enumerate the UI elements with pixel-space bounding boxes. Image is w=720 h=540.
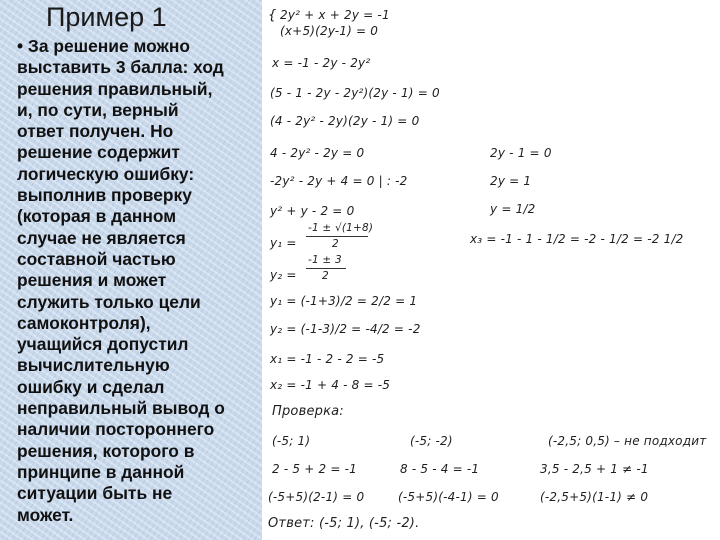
y1-value: y₁ = (-1+3)/2 = 2/2 = 1 bbox=[270, 294, 418, 308]
right-equation-1: 2y - 1 = 0 bbox=[490, 146, 552, 160]
check-row2-col2: 8 - 5 - 4 = -1 bbox=[400, 462, 480, 476]
x1-value: x₁ = -1 - 2 - 2 = -5 bbox=[270, 352, 385, 366]
substitution-step-1: (5 - 1 - 2y - 2y²)(2y - 1) = 0 bbox=[270, 86, 440, 100]
y1-fraction-numerator: -1 ± √(1+8) bbox=[308, 222, 374, 234]
check-point-3: (-2,5; 0,5) – не подходит bbox=[548, 434, 707, 448]
equation-c: y² + y - 2 = 0 bbox=[270, 204, 355, 218]
slide-body-text: • За решение можно выставить 3 балла: ход решения правильный, и, по сути, верный ответ получен. Но решение содержит логическую ошибку: выполнив проверку (которая в данном случае не является составной частью решения и может служить только цели самоконтроля), учащийся допустил вычислительную ошибку и сделал неправильный вывод о наличии постороннего решения, которого в принципе в данной ситуации быть не может. bbox=[17, 36, 225, 525]
system-line-2: (x+5)(2y-1) = 0 bbox=[280, 24, 379, 38]
check-row3-col3: (-2,5+5)(1-1) ≠ 0 bbox=[540, 490, 649, 504]
system-line-1: 2y² + x + 2y = -1 bbox=[280, 8, 390, 22]
equation-b: -2y² - 2y + 4 = 0 | : -2 bbox=[270, 174, 408, 188]
system-brace: { bbox=[268, 8, 277, 23]
y1-fraction-bar bbox=[306, 236, 368, 237]
y2-fraction-numerator: -1 ± 3 bbox=[308, 254, 342, 266]
check-point-1: (-5; 1) bbox=[272, 434, 311, 448]
check-row2-col3: 3,5 - 2,5 + 1 ≠ -1 bbox=[540, 462, 649, 476]
y1-fraction-denominator: 2 bbox=[332, 238, 339, 250]
slide-title: Пример 1 bbox=[46, 2, 167, 32]
check-point-2: (-5; -2) bbox=[410, 434, 453, 448]
answer-line: Ответ: (-5; 1), (-5; -2). bbox=[268, 516, 420, 531]
check-row2-col1: 2 - 5 + 2 = -1 bbox=[272, 462, 357, 476]
y2-fraction-bar bbox=[306, 268, 346, 269]
x-expression: x = -1 - 2y - 2y² bbox=[272, 56, 371, 70]
check-row3-col2: (-5+5)(-4-1) = 0 bbox=[398, 490, 499, 504]
x2-value: x₂ = -1 + 4 - 8 = -5 bbox=[270, 378, 391, 392]
y2-fraction-denominator: 2 bbox=[322, 270, 329, 282]
y2-label: y₂ = bbox=[270, 268, 297, 282]
y1-label: y₁ = bbox=[270, 236, 297, 250]
substitution-step-2: (4 - 2y² - 2y)(2y - 1) = 0 bbox=[270, 114, 420, 128]
x3-value: x₃ = -1 - 1 - 1/2 = -2 - 1/2 = -2 1/2 bbox=[470, 232, 684, 246]
y2-value: y₂ = (-1-3)/2 = -4/2 = -2 bbox=[270, 322, 421, 336]
check-row3-col1: (-5+5)(2-1) = 0 bbox=[268, 490, 365, 504]
right-equation-3: y = 1/2 bbox=[490, 202, 536, 216]
equation-a: 4 - 2y² - 2y = 0 bbox=[270, 146, 365, 160]
check-title: Проверка: bbox=[272, 404, 344, 419]
right-equation-2: 2y = 1 bbox=[490, 174, 532, 188]
